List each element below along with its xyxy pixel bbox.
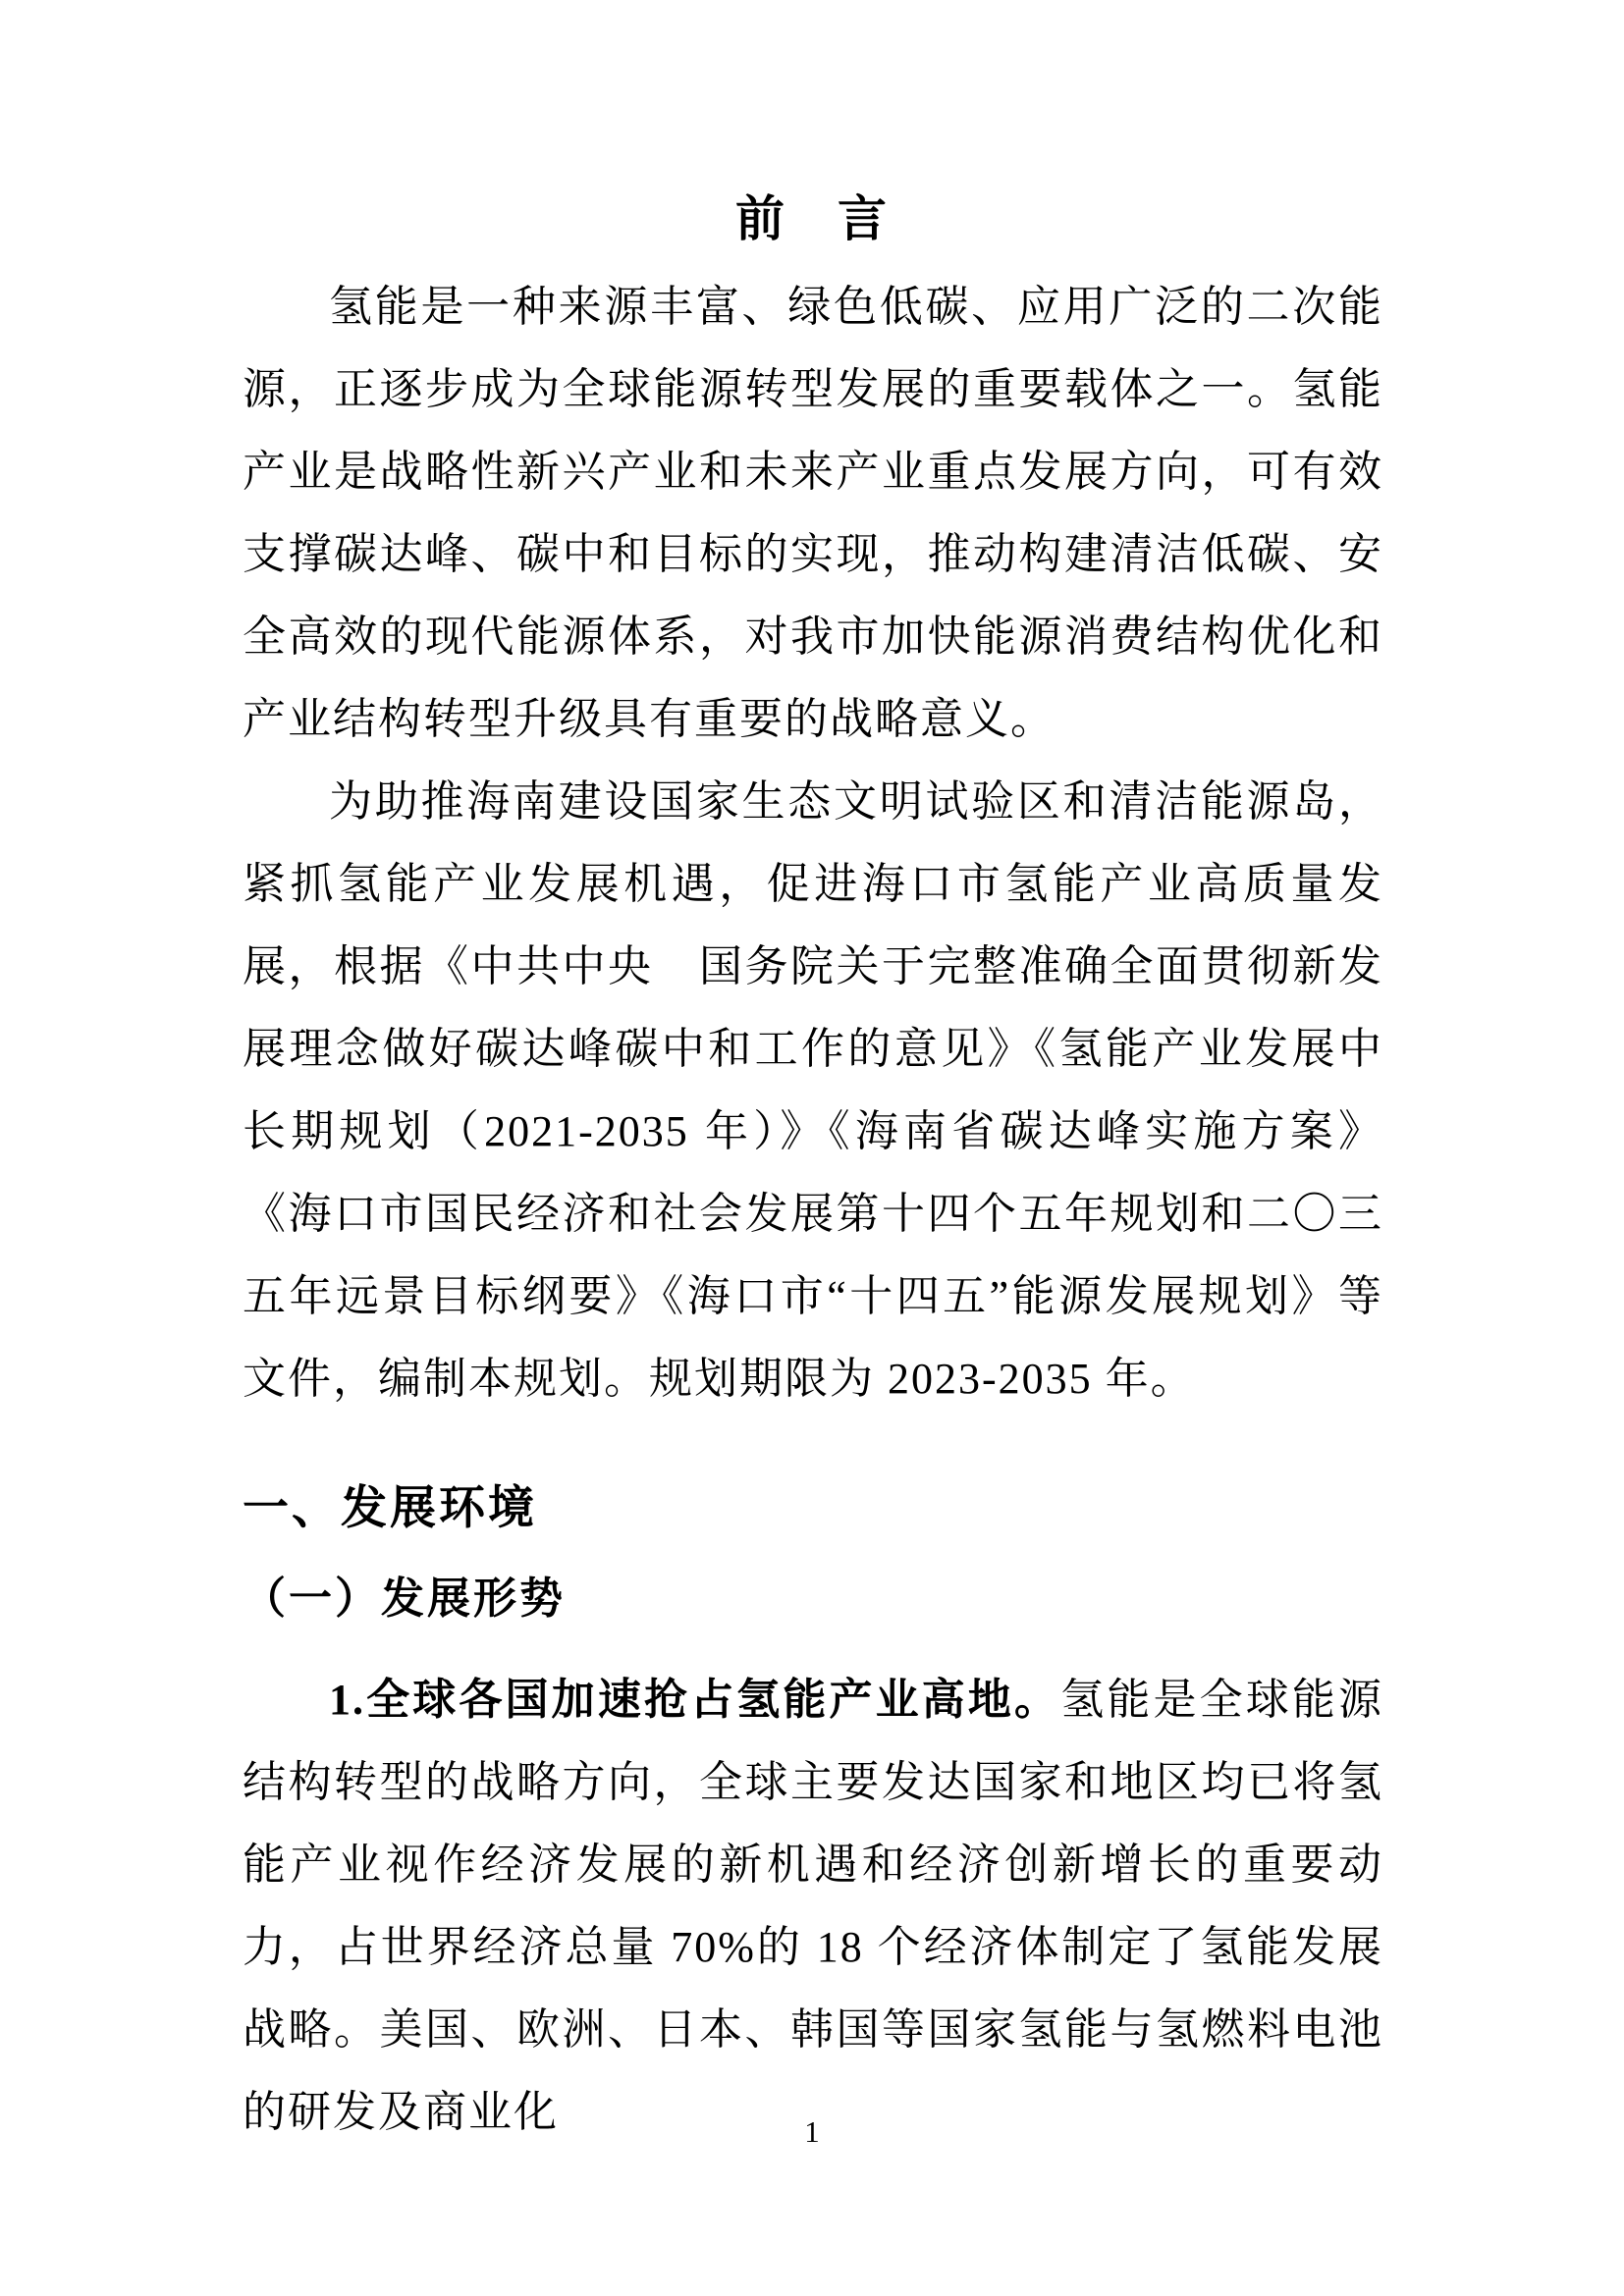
document-title: 前 言 (735, 191, 889, 246)
item-1-paragraph (243, 1659, 1383, 2154)
item-1-lead: 1.全球各国加速抢占氢能产业高地。 (329, 1676, 1061, 1724)
preface-paragraph-1: 氢能是一种来源丰富、绿色低碳、应用广泛的二次能源，正逐步成为全球能源转型发展的重要载体之一。氢能产业是战略性新兴产业和未来产业重点发展方向，可有效支撑碳达峰、碳中和目标的实现，推动构建清洁低碳、安全高效的现代能源体系，对我市加快能源消费结构优化和产业结构转型升级具有重要的战略意义。 (243, 283, 1383, 743)
subsection-1-heading: （一）发展形势 (243, 1575, 566, 1623)
document-body (243, 266, 1383, 2154)
page-number: 1 (804, 2114, 820, 2149)
preface-paragraph-2: 为助推海南建设国家生态文明试验区和清洁能源岛，紧抓氢能产业发展机遇，促进海口市氢能产业高质量发展，根据《中共中央 国务院关于完整准确全面贯彻新发展理念做好碳达峰碳中和工作的意见》《氢能产业发展中长期规划（2021-2035 年）》《海南省碳达峰实施方案》《海口市国民经济和社会发展第十四个五年规划和二〇三五年远景目标纲要》《海口市“十四五”能源发展规划》等文件，编制本规划。规划期限为 2023-2035 年。 (243, 777, 1383, 1403)
item-1-text: 氢能是全球能源结构转型的战略方向，全球主要发达国家和地区均已将氢能产业视作经济发展的新机遇和经济创新增长的重要动力，占世界经济总量 70%的 18 个经济体制定了氢能发展战略。美国、欧洲、日本、韩国等国家氢能与氢燃料电池的研发及商业化 (243, 1676, 1384, 2136)
section-1-heading: 一、发展环境 (243, 1481, 537, 1533)
